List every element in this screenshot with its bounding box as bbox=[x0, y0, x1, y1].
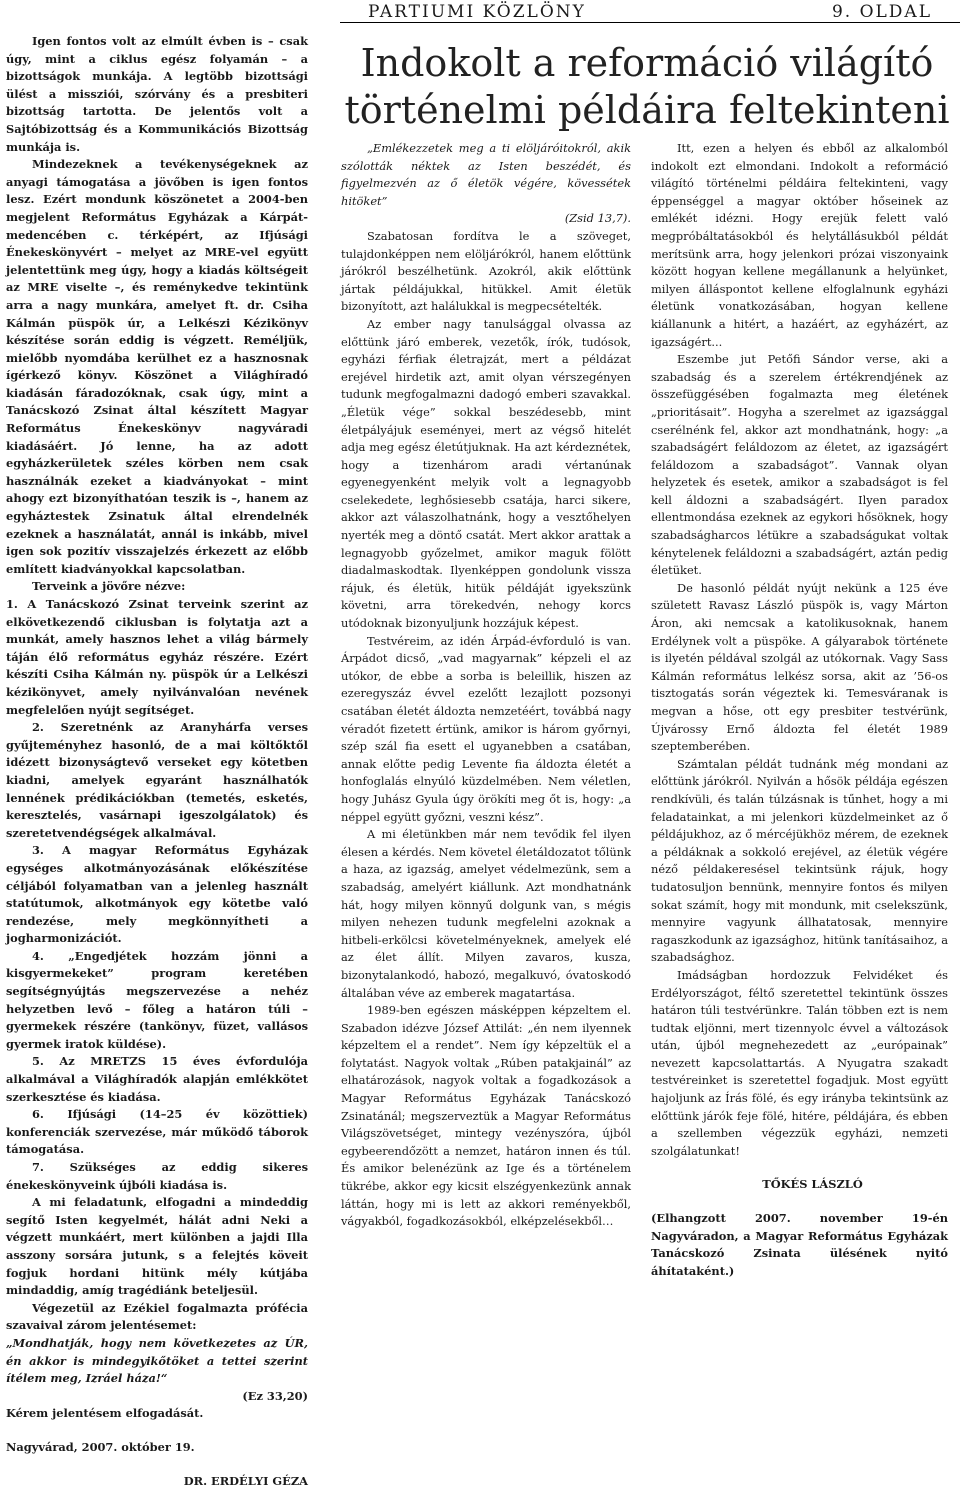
left-paragraph: 3. A magyar Református Egyházak egységes alkotmányozásának előkészítése céljából folyamatban van a jelenleg használt statútumok, alkotmányok egy kötetbe való rendezése, mely megkönnyítheti a jogharmonizációt. bbox=[6, 842, 308, 948]
motto-reference: (Zsid 13,7). bbox=[341, 210, 631, 228]
left-paragraph: 4. „Engedjétek hozzám jönni a kisgyermekeket” program keretében segítségnyújtás megszervezése a nehéz helyzetben levő – főleg a határon túli – gyermekek részére (tankönyv, füzet, vallásos gyermek iratok küldése). bbox=[6, 948, 308, 1054]
left-quote: „Mondhatják, hogy nem következetes az ÚR, én akkor is mindegyikőtöket a tettei szerint ítélem meg, Izráel háza!“ bbox=[6, 1335, 308, 1388]
article-paragraph: De hasonló példát nyújt nekünk a 125 éve született Ravasz László püspök is, vagy Márton Áron, aki nemcsak a katolikusoknak, hanem Erdélynek volt a püspöke. A gályarabok története is ilyetén példával szolgál az utókornak. Vagy Sass Kálmán református lelkész sorsa, akit az ’56-os tisztogatás során végeztek ki. Temesváranak is megvan a hőse, ott egy presbiter testvérünk, Újvárossy Ernő áldozta fel életét 1989 szeptemberében. bbox=[651, 580, 948, 756]
left-column bbox=[6, 33, 308, 1490]
article-paragraph: A mi életünkben már nem tevődik fel ilyen élesen a kérdés. Nem követel életáldozatot tőlünk a haza, az igazság, amelyet védelmezünk, sem a szabadság, amelyért kiállunk. Azt mondhatnánk hát, hogy milyen könnyű dolgunk van, s mégis milyen nehezen tudunk megfelelni azoknak a hitbeli-erkölcsi követelményeknek, amelyek elé az élet állít. Milyen zavaros, kusza, bizonytalankodó, habozó, megalkuvó, óvatoskodó általában véve az emberek magatartása. bbox=[341, 826, 631, 1002]
page-number: 9. OLDAL bbox=[832, 2, 932, 22]
right-column bbox=[651, 140, 948, 1280]
left-paragraph: 7. Szükséges az eddig sikeres énekeskönyveink újbóli kiadása is. bbox=[6, 1159, 308, 1194]
left-paragraph: Mindezeknek a tevékenységeknek az anyagi támogatása a jövőben is igen fontos lesz. Ezért mondunk köszönetet a 2004-ben megjelent Református Egyházak a Kárpát-medencében c. térképért, az Ifjúsági Énekeskönyvért – melyet az MRE-vel együtt jelentettünk meg úgy, hogy a kiadás költségeit az MRE viselte –, és reménykedve tekintünk arra a nagy munkára, amelyet ft. dr. Csiha Kálmán püspök úr, a Lelkészi Kézikönyv készítése során eddig is végzett. Reméljük, mielőbb nyomdába kerülhet ez a hasznosnak ígérkező könyv. Köszönet a Világhíradó kiadásán fáradozóknak, csak úgy, mint a Tanácskozó Zsinat által készített Magyar Református Énekeskönyv nagyváradi kiadásáért. Jó lenne, ha az adott egyházkerületek széles körben nem csak használnák ezeket a kiadványokat – mint ahogy ezt bizonyíthatóan teszik is –, hanem az egyháztestek Zsinatuk által elrendelnék ezeknek a használatát, annál is inkább, mivel igen sok pozitív visszajelzés érkezett az előbb említett kiadványokkal kapcsolatban. bbox=[6, 156, 308, 578]
header-rule bbox=[340, 22, 960, 23]
article-paragraph: 1989-ben egészen másképpen képzeltem el. Szabadon idézve József Attilát: „én nem ilyennek képzeltem el a rendet”. Nem így képzeltük el a folytatást. Nagyok voltak „Rúben patakjainál” az elhatározások, nagyok voltak a fogadkozások a Magyar Református Egyházak Tanácskozó Zsinatánál; megszerveztük a Magyar Református Világszövetséget, mintegy vezényszóra, újból egybeerendőzött a nemzet, határon innen és túl. És amikor belenézünk az Ige és a történelem tükrébe, akkor egy kicsit elszégyenkezünk annak láttán, hogy mi is lett az akkori reményekből, vágyakból, fogadkozásokból, elképzelésekből… bbox=[341, 1002, 631, 1231]
left-paragraph: A mi feladatunk, elfogadni a mindeddig segítő Isten kegyelmét, hálát adni Neki a végzett munkáért, mert különben a jajdi Illa asszony sorsára jutunk, s a felejtés köveit fogjuk hordani hitünk mély kútjába mindaddig, amíg tragédiánk beteljesül. bbox=[6, 1194, 308, 1300]
left-place-date: Nagyvárad, 2007. október 19. bbox=[6, 1439, 308, 1457]
headline-line: Indokolt a reformáció világító bbox=[338, 40, 956, 87]
article-motto: „Emlékezzetek meg a ti elöljáróitokról, akik szólották néktek az Isten beszédét, és figyelmezvén az ő életök végére, kövessétek hitöket” bbox=[341, 140, 631, 210]
article-headline bbox=[338, 40, 956, 134]
page-header bbox=[0, 0, 960, 22]
left-paragraph: Terveink a jövőre nézve: bbox=[6, 578, 308, 596]
left-signature: DR. ERDÉLYI GÉZA bbox=[6, 1473, 308, 1490]
left-paragraph: Végezetül az Ezékiel fogalmazta prófécia szavaival zárom jelentésemet: bbox=[6, 1300, 308, 1335]
article-author: TŐKÉS LÁSZLÓ bbox=[651, 1176, 948, 1194]
article-paragraph: Számtalan példát tudnánk még mondani az előttünk járókról. Nyilván a hősök példája egészen rendkívüli, és talán túlzásnak is tűnhet, hogy a mi feladatainkat, a mi jelenkori küzdelmeinket az ő példájukhoz, az ő mércéjükhöz mérem, de ezeknek a példáknak a sokkoló erejével, az életük végére néző példakeresésel tekintsünk rájuk, hogy tudatosuljon bennünk, mennyire fontos és milyen sokat számít, hogy mit mondunk, mit cselekszünk, mennyire vagyunk állhatatosak, mennyire ragaszkodunk az igazsághoz, hitünk tanításaihoz, a szabadsághoz. bbox=[651, 756, 948, 967]
headline-line: történelmi példáira feltekinteni bbox=[338, 87, 956, 134]
article-paragraph: Testvéreim, az idén Árpád-évforduló is van. Árpádot dicső, „vad magyarnak” képzeli el az utókor, de ebbe a sorba is beleillik, hiszen az ezeregyszáz évvel ezelőtt lezajlott pozsonyi csatában életét áldozta nemzetéért, továbbá nagy véradót fizetett értünk, amikor is három győrnyi, szép szál fia esett el ugyanebben a csatában, annak előtte pedig Levente fia áldozta életét a honfoglalás elnyúló küzdelmében. Nem véletlen, hogy Juhász Gyula úgy örökíti meg őt is, hogy: „a néppel együtt győzni, veszni kész”. bbox=[341, 633, 631, 827]
middle-column bbox=[341, 140, 631, 1231]
left-closing: Kérem jelentésem elfogadását. bbox=[6, 1405, 308, 1423]
publication-name: PARTIUMI KÖZLÖNY bbox=[368, 2, 586, 22]
article-paragraph: Szabatosan fordítva le a szöveget, tulajdonképpen nem elöljárókról, hanem előttünk járókról beszélhetünk. Azokról, akik előttünk jártak példájukkal, hitükkel. Amit életük bizonyított, azt halálukkal is megpecsételték. bbox=[341, 228, 631, 316]
article-paragraph: Eszembe jut Petőfi Sándor verse, aki a szabadság és a szerelem értékrendjének az összefüggésében fogalmazta meg életének „prioritásait”. Hogyha a szerelmet az igazsággal cserélnénk fel, akkor azt mondhatnánk, hogy: „a szabadságért feláldozom az életet, az igazságért feláldozom a szabadságot”. Vannak olyan helyzetek és esetek, amikor a szabadságot is fel kell áldozni a szabadságért. Ilyen paradox ellentmondása ezeknek az egykori hősöknek, hogy szabadságharcos létükre a szabadságukat voltak kénytelenek feláldozni a szabadságért, aztán pedig életüket. bbox=[651, 351, 948, 580]
left-paragraph: Igen fontos volt az elmúlt évben is – csak úgy, mint a ciklus egész folyamán – a bizottságok munkája. A legtöbb bizottsági ülést a missziói, szórvány és a presbiteri bizottság tartotta. De jelentős volt a Sajtóbizottság és a Kommunikációs Bizottság munkája is. bbox=[6, 33, 308, 156]
article-paragraph: Itt, ezen a helyen és ebből az alkalomból indokolt ezt elmondani. Indokolt a reformáció világító történelmi példáira feltekinteni, vagy éppenséggel a magyar október hőseinek az emlékét idézni. Hogy erejük felett való megpróbáltatásokból és helytállásukból példát merítsünk arra, hogy jelenkori prózai viszonyaink között hogyan kellene megállanunk a helyünket, milyen álláspontot kellene elfoglalnunk egyházi életünk vonatkozásában, hogyan kellene kiállanunk a hitért, a hazáért, az egyházért, az igazságért... bbox=[651, 140, 948, 351]
left-paragraph: 6. Ifjúsági (14–25 év közöttiek) konferenciák szervezése, már működő táborok támogatása. bbox=[6, 1106, 308, 1159]
left-paragraph: 1. A Tanácskozó Zsinat terveink szerint az elkövetkezendő ciklusban is folytatja azt a munkát, amely hasznos lehet a világ bármely táján élő református egyház részére. Ezért készíti Csiha Kálmán ny. püspök úr a Lelkészi kézikönyvet, amely nyilvánvalóan nevének megfelelően nyújt segítséget. bbox=[6, 596, 308, 719]
left-paragraph: 5. Az MRETZS 15 éves évfordulója alkalmával a Világhíradók alapján emlékkötet szerkesztése és kiadása. bbox=[6, 1053, 308, 1106]
left-quote-reference: (Ez 33,20) bbox=[6, 1388, 308, 1406]
article-paragraph: Az ember nagy tanulsággal olvassa az előttünk járó emberek, vezetők, írók, tudósok, egyházi férfiak életrajzát, mert a példázat erejével hirdetik azt, amit olyan vérszegényen tudunk megfogalmazni dadogó emberi szavakkal. „Életük vége” sokkal beszédesebb, mint életpályájuk eseményei, mert az végső hitelét adja meg egész életútjuknak. Ha azt kérdeznétek, hogy a tizenhárom aradi vértanúnak egyenegyenként melyik volt a legnagyobb cselekedete, leghősiesebb csatája, harci sikere, akkor azt válaszolhatnánk, hogy a vesztőhelyen nyerték meg a döntő csatát. Mert akkor arattak a legnagyobb győzelmet, amikor maguk fölött diadalmaskodtak. Ilyenképpen gondolunk vissza rájuk, és életük, hitük példáját igyekszünk követni, arra törekedvén, nehogy korcs utódoknak bizonyuljunk hozzájuk képest. bbox=[341, 316, 631, 633]
article-note: (Elhangzott 2007. november 19-én Nagyváradon, a Magyar Református Egyházak Tanácskozó Zsinata ülésének nyitó áhítataként.) bbox=[651, 1210, 948, 1280]
article-paragraph: Imádságban hordozzuk Felvidéket és Erdélyországot, féltő szeretettel tekintünk összes határon túli testvérünkre. Talán többen ezt is nem tudtak eljönni, mert tizennyolc évvel a változások után, újból megnehezedett az „európainak” nevezett kapcsolattartás. A Nyugatra szakadt testvéreinket is szeretettel fogadjuk. Most együtt hajoljunk az Írás fölé, és egy irányba tekintsünk az előttünk járók feje fölé, hitére, példájára, és ebben a szellemben végezzük egyházi, nemzeti szolgálatunkat! bbox=[651, 967, 948, 1161]
left-paragraph: 2. Szeretnénk az Aranyhárfa verses gyűjteményhez hasonló, de a mai költőktől idézett bizonyságtevő verseket egy kötetben kiadni, amelyek egyaránt használhatók lennének prédikációkban (temetés, esketés, keresztelés, vasárnapi igeszolgálatok) és szeretetvendégségek alkalmával. bbox=[6, 719, 308, 842]
